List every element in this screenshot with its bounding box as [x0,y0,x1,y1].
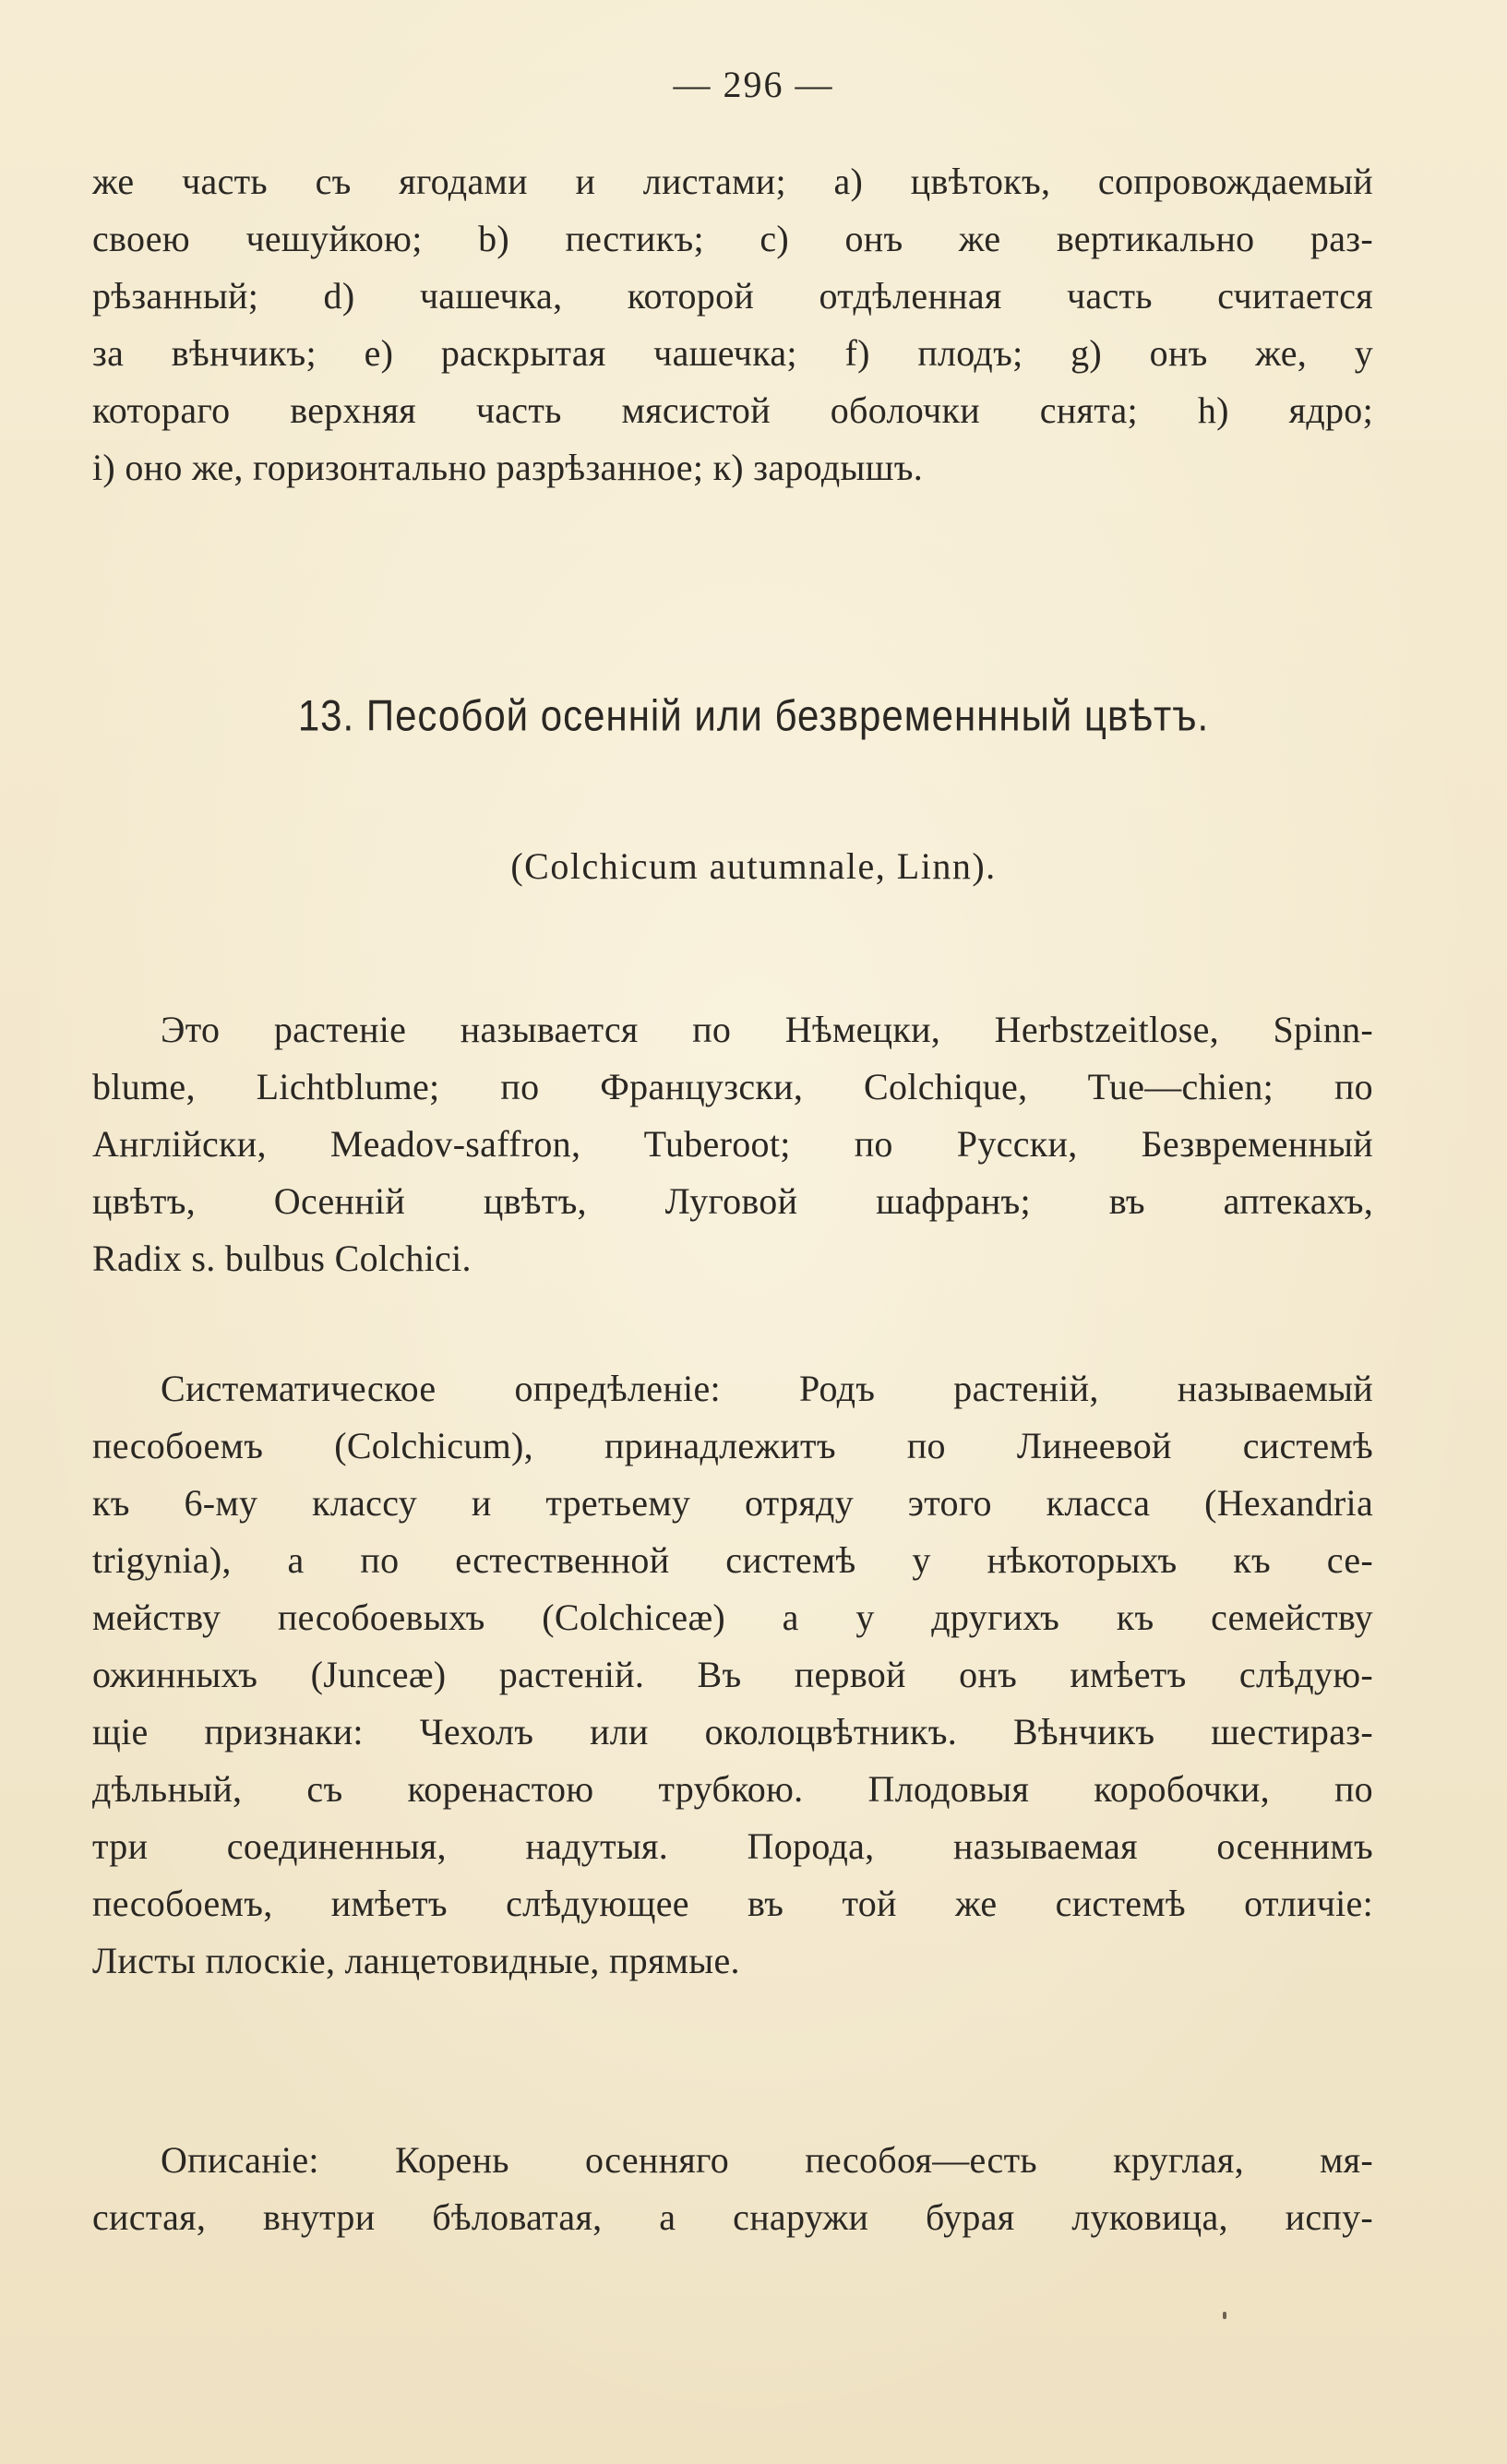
text-line: Листы плоскіе, ланцетовидные, прямые. [92,1940,740,1981]
text-line: blume, Lichtblume; по Французски, Colchique, Tue—chien; по [92,1066,1373,1107]
ink-speck [1223,2312,1226,2319]
text-line: Систематическое опредѣленіе: Родъ растеній, называемый [161,1368,1373,1409]
text-line: къ 6-му классу и третьему отряду этого класса (Hexandria [92,1482,1373,1524]
description-paragraph [92,2132,1373,2246]
text-line: Это растеніе называется по Нѣмецки, Herbstzeitlose, Spinn- [161,1009,1373,1050]
systematic-paragraph [92,1360,1373,1990]
intro-paragraph [92,153,1373,496]
text-line: же часть съ ягодами и листами; а) цвѣтокъ, сопровождаемый [92,161,1373,202]
latin-name: (Colchicum autumnale, Linn). [510,845,997,887]
text-line: рѣзанный; d) чашечка, которой отдѣленная часть считается [92,275,1373,317]
section-heading: 13. Песобой осенній или безвременнный цвѣтъ. [297,691,1210,740]
text-line: trigynia), а по естественной системѣ у нѣкоторыхъ къ се- [92,1539,1373,1581]
text-line: цвѣтъ, Осенній цвѣтъ, Луговой шафранъ; въ аптекахъ, [92,1180,1373,1222]
text-line: i) оно же, горизонтально разрѣзанное; к) зародышъ. [92,447,924,488]
text-line: своею чешуйкою; b) пестикъ; с) онъ же вертикально раз- [92,218,1373,259]
text-line: Radix s. bulbus Colchici. [92,1238,472,1279]
text-line: мейству песобоевыхъ (Colchiceæ) а у другихъ къ семейству [92,1597,1373,1638]
page-number: — 296 — [673,64,834,105]
text-line: ожинныхъ (Junceæ) растеній. Въ первой онъ имѣетъ слѣдую- [92,1654,1373,1695]
text-line: песобоемъ, имѣетъ слѣдующее въ той же системѣ отличіе: [92,1883,1373,1924]
text-line: три соединенныя, надутыя. Порода, называемая осеннимъ [92,1825,1373,1867]
text-line: Описаніе: Корень осенняго песобоя—есть круглая, мя- [161,2139,1373,2181]
text-line: за вѣнчикъ; е) раскрытая чашечка; f) плодъ; g) онъ же, у [92,332,1373,374]
text-line: щіе признаки: Чехолъ или околоцвѣтникъ. Вѣнчикъ шестираз- [92,1711,1373,1752]
text-line: песобоемъ (Colchicum), принадлежитъ по Линеевой системѣ [92,1425,1373,1466]
names-paragraph [92,1001,1373,1287]
text-line: котораго верхняя часть мясистой оболочки снята; h) ядро; [92,389,1373,431]
text-line: дѣльный, съ коренастою трубкою. Плодовыя коробочки, по [92,1768,1373,1810]
text-line: Англійски, Meadov-saffron, Tuberoot; по Русски, Безвременный [92,1123,1373,1165]
text-line: систая, внутри бѣловатая, а снаружи бурая луковица, испу- [92,2196,1373,2238]
